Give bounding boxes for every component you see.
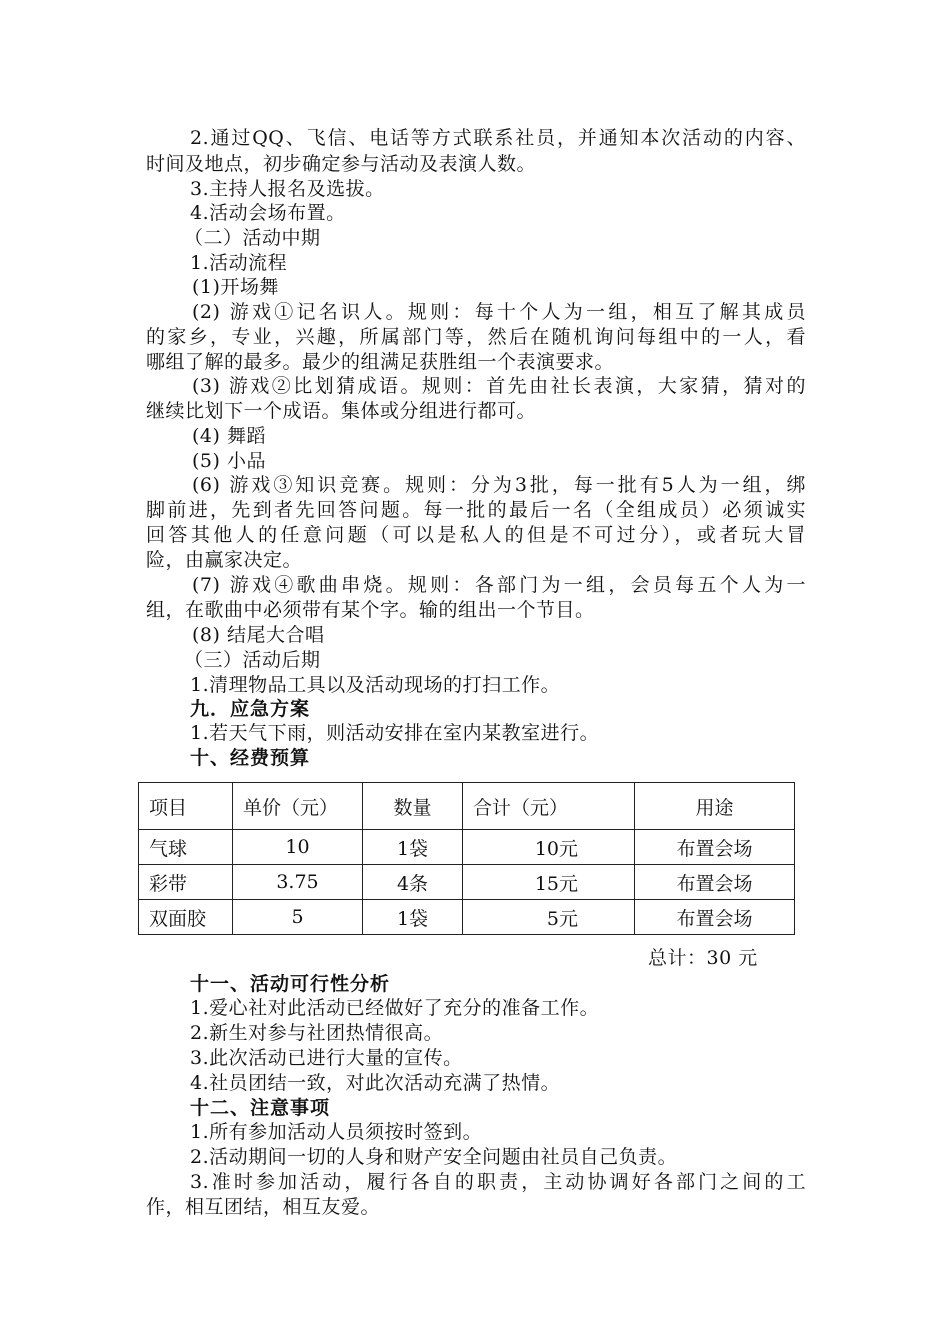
- flow-line: (6) 游戏③知识竞赛。规则：分为3批，每一批有5人为一组，绑: [192, 474, 806, 496]
- table-cell: 5元: [463, 900, 635, 935]
- prep-item-3: 3.主持人报名及选拔。: [190, 178, 385, 200]
- column-header: 合计（元）: [463, 783, 635, 830]
- table-cell: 彩带: [139, 865, 233, 900]
- flow-line: 哪组了解的最多。最少的组满足获胜组一个表演要求。: [146, 351, 615, 373]
- prep-item-4: 4.活动会场布置。: [190, 202, 346, 224]
- feasibility-item: 1.爱心社对此活动已经做好了充分的准备工作。: [190, 997, 600, 1019]
- notes-item: 2.活动期间一切的人身和财产安全问题由社员自己负责。: [190, 1146, 678, 1168]
- feasibility-item: 4.社员团结一致，对此次活动充满了热情。: [190, 1072, 561, 1094]
- flow-title: 1.活动流程: [190, 252, 288, 274]
- flow-line: 组，在歌曲中必须带有某个字。输的组出一个节目。: [146, 599, 595, 621]
- flow-line: 险，由赢家决定。: [146, 549, 303, 571]
- table-cell: 1袋: [363, 900, 463, 935]
- table-cell: 1袋: [363, 830, 463, 865]
- table-cell: 15元: [463, 865, 635, 900]
- budget-heading: 十、经费预算: [190, 747, 311, 769]
- notes-item-continued: 作，相互团结，相互友爱。: [146, 1196, 381, 1218]
- emergency-item-1: 1.若天气下雨，则活动安排在室内某教室进行。: [190, 722, 600, 744]
- feasibility-heading: 十一、活动可行性分析: [190, 973, 391, 995]
- prep-item-2-line-2: 时间及地点，初步确定参与活动及表演人数。: [146, 153, 537, 175]
- flow-line: 继续比划下一个成语。集体或分组进行都可。: [146, 400, 537, 422]
- table-cell: 5: [233, 900, 363, 935]
- flow-line: (7) 游戏④歌曲串烧。规则：各部门为一组，会员每五个人为一: [192, 574, 806, 596]
- column-header: 项目: [139, 783, 233, 830]
- flow-line: (3) 游戏②比划猜成语。规则：首先由社长表演，大家猜，猜对的: [192, 375, 806, 397]
- table-cell: 10元: [463, 830, 635, 865]
- table-cell: 3.75: [233, 865, 363, 900]
- table-row: [139, 830, 795, 865]
- late-item-1: 1.清理物品工具以及活动现场的打扫工作。: [190, 674, 561, 696]
- budget-table: [138, 782, 795, 935]
- column-header: 用途: [635, 783, 795, 830]
- table-cell: 气球: [139, 830, 233, 865]
- notes-item: 3.准时参加活动，履行各自的职责，主动协调好各部门之间的工: [190, 1171, 806, 1193]
- column-header: 数量: [363, 783, 463, 830]
- table-row: [139, 900, 795, 935]
- flow-line: 的家乡，专业，兴趣，所属部门等，然后在随机询问每组中的一人，看: [146, 326, 806, 348]
- prep-item-2-line-1: 2.通过QQ、飞信、电话等方式联系社员，并通知本次活动的内容、: [190, 127, 806, 149]
- table-cell: 10: [233, 830, 363, 865]
- flow-line: (4) 舞蹈: [192, 425, 266, 447]
- column-header: 单价（元）: [233, 783, 363, 830]
- flow-line: 脚前进，先到者先回答问题。每一批的最后一名（全组成员）必须诚实: [146, 499, 806, 521]
- table-row: [139, 865, 795, 900]
- table-cell: 4条: [363, 865, 463, 900]
- late-phase-heading: （三）活动后期: [184, 649, 321, 671]
- emergency-heading: 九．应急方案: [190, 698, 311, 720]
- budget-header-row: [139, 783, 795, 830]
- feasibility-item: 2.新生对参与社团热情很高。: [190, 1022, 444, 1044]
- flow-line: (2) 游戏①记名识人。规则：每十个人为一组，相互了解其成员: [192, 301, 806, 323]
- flow-line: (1)开场舞: [192, 276, 279, 298]
- mid-phase-heading: （二）活动中期: [184, 227, 321, 249]
- flow-line: (5) 小品: [192, 450, 266, 472]
- table-cell: 布置会场: [635, 865, 795, 900]
- notes-heading: 十二、注意事项: [190, 1097, 331, 1119]
- flow-line: 回答其他人的任意问题（可以是私人的但是不可过分），或者玩大冒: [146, 524, 806, 546]
- table-cell: 布置会场: [635, 900, 795, 935]
- table-cell: 双面胶: [139, 900, 233, 935]
- flow-line: (8) 结尾大合唱: [192, 624, 325, 646]
- notes-item: 1.所有参加活动人员须按时签到。: [190, 1121, 483, 1143]
- table-cell: 布置会场: [635, 830, 795, 865]
- feasibility-item: 3.此次活动已进行大量的宣传。: [190, 1047, 463, 1069]
- budget-total: 总计：30 元: [648, 947, 758, 969]
